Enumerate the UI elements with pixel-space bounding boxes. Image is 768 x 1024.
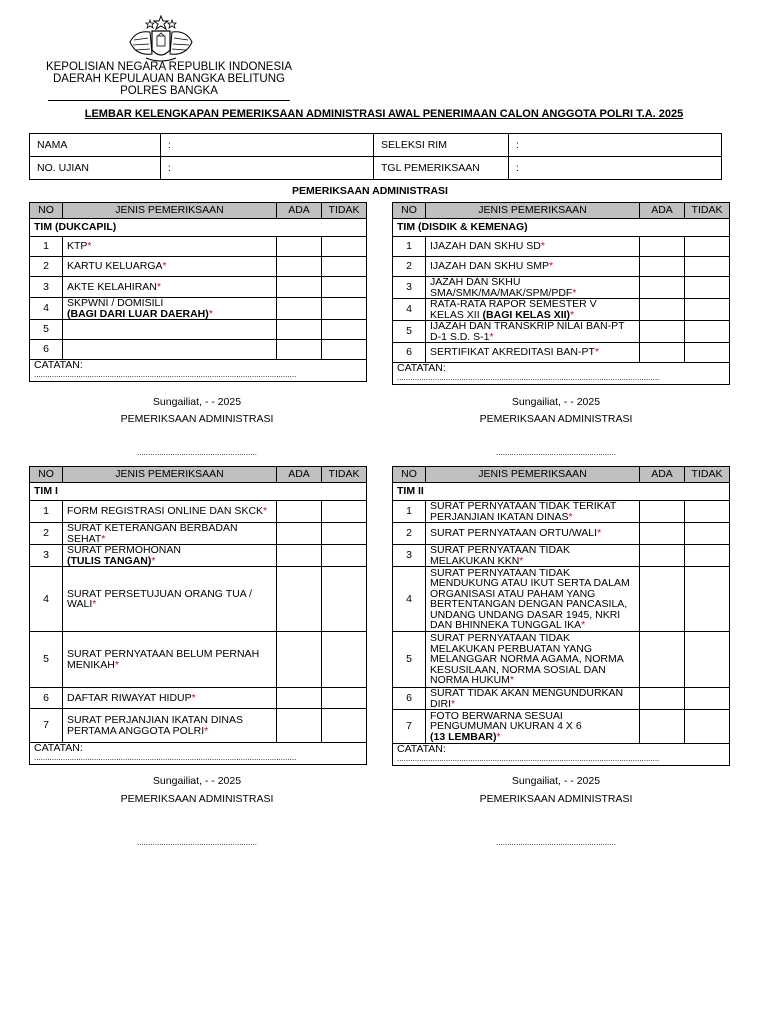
requirement-label: FORM REGISTRASI ONLINE DAN SKCK xyxy=(67,505,264,518)
row-number: 7 xyxy=(393,710,426,744)
row-number: 7 xyxy=(30,709,63,743)
disdik-checklist xyxy=(392,202,730,385)
ada-checkbox[interactable] xyxy=(277,523,322,545)
requirement-text xyxy=(63,632,277,688)
row-number: 5 xyxy=(393,321,426,343)
requirement-line xyxy=(430,310,635,321)
table-row xyxy=(30,501,367,523)
signature-line: ...................................................... xyxy=(136,448,258,457)
tim1-checklist xyxy=(29,466,367,765)
required-mark: * xyxy=(451,697,456,710)
catatan-label: CATATAN: xyxy=(34,359,83,371)
requirement-text xyxy=(426,632,640,688)
requirement-note: (BAGI KELAS XII) xyxy=(482,308,571,321)
signature-date: Sungailiat, - - 2025 xyxy=(152,775,242,787)
requirement-label: SURAT PERJANJIAN IKATAN DINAS PERTAMA ANGGOTA POLRI xyxy=(67,714,244,737)
tidak-checkbox[interactable] xyxy=(685,632,730,688)
requirement-text xyxy=(426,523,640,545)
col-header-jenis: JENIS PEMERIKSAAN xyxy=(63,203,277,219)
table-row xyxy=(30,688,367,709)
catatan-field[interactable] xyxy=(30,743,367,765)
row-number: 6 xyxy=(393,688,426,710)
row-number: 5 xyxy=(30,632,63,688)
table-row xyxy=(393,501,730,523)
dukcapil-checklist xyxy=(29,202,367,382)
required-mark: * xyxy=(496,730,501,743)
tidak-checkbox[interactable] xyxy=(322,257,367,277)
row-number: 4 xyxy=(30,567,63,632)
row-number: 5 xyxy=(393,632,426,688)
ujian-label: NO. UJIAN xyxy=(30,157,161,180)
tidak-checkbox[interactable] xyxy=(322,237,367,257)
row-number: 2 xyxy=(393,257,426,277)
required-mark: * xyxy=(570,308,575,321)
tidak-checkbox[interactable] xyxy=(685,343,730,363)
table-row xyxy=(393,567,730,632)
required-mark: * xyxy=(581,619,586,631)
tidak-checkbox[interactable] xyxy=(322,320,367,340)
signature-role: PEMERIKSAAN ADMINISTRASI xyxy=(120,413,274,425)
ujian-field[interactable]: : xyxy=(161,157,374,180)
requirement-text xyxy=(426,501,640,523)
col-header-no: NO xyxy=(393,467,426,483)
tidak-checkbox[interactable] xyxy=(322,709,367,743)
required-mark: * xyxy=(156,280,161,293)
col-header-jenis: JENIS PEMERIKSAAN xyxy=(426,203,640,219)
tidak-checkbox[interactable] xyxy=(685,567,730,632)
team-name: TIM II xyxy=(393,483,730,501)
requirement-text xyxy=(426,237,640,257)
requirement-label: SERTIFIKAT AKREDITASI BAN-PT xyxy=(430,346,595,359)
ada-checkbox[interactable] xyxy=(640,523,685,545)
required-mark: * xyxy=(114,658,119,671)
table-row xyxy=(30,277,367,298)
ada-checkbox[interactable] xyxy=(277,320,322,340)
table-row xyxy=(30,298,367,320)
col-header-no: NO xyxy=(30,203,63,219)
requirement-label: SURAT PERNYATAAN TIDAK MENDUKUNG ATAU IKUT SERTA DALAM ORGANISASI ATAU PAHAM YANG BERTENTANGAN DENGAN PANCASILA, UNDANG UNDANG DASAR 1945, NKRI DAN BHINNEKA TUNGGAL IKA xyxy=(430,566,630,631)
requirement-label: KTP xyxy=(67,240,88,253)
row-number: 2 xyxy=(393,523,426,545)
col-header-ada: ADA xyxy=(277,467,322,483)
row-number: 3 xyxy=(30,277,63,298)
tidak-checkbox[interactable] xyxy=(322,567,367,632)
dukcapil-table xyxy=(29,202,367,382)
ada-checkbox[interactable] xyxy=(640,277,685,299)
catatan-label: CATATAN: xyxy=(397,362,446,374)
requirement-text xyxy=(63,501,277,523)
team-name: TIM I xyxy=(30,483,367,501)
requirement-text xyxy=(426,299,640,321)
signature-date: Sungailiat, - - 2025 xyxy=(152,396,242,408)
col-header-tidak: TIDAK xyxy=(322,467,367,483)
ada-checkbox[interactable] xyxy=(640,237,685,257)
section-title: PEMERIKSAAN ADMINISTRASI xyxy=(292,185,448,197)
tidak-checkbox[interactable] xyxy=(685,688,730,710)
table-row xyxy=(393,277,730,299)
team-name: TIM (DUKCAPIL) xyxy=(30,219,367,237)
row-number: 4 xyxy=(30,298,63,320)
requirement-text xyxy=(63,688,277,709)
table-row xyxy=(30,257,367,277)
ada-checkbox[interactable] xyxy=(277,632,322,688)
requirement-label: IJAZAH DAN SKHU SMP xyxy=(430,260,550,273)
requirement-line-text: D-1 S.D. S-1 xyxy=(430,330,490,343)
table-row xyxy=(393,299,730,321)
row-number: 4 xyxy=(393,299,426,321)
requirement-note: (TULIS TANGAN) xyxy=(67,554,152,567)
catatan-dots: ...................................................................................................................... xyxy=(34,371,297,379)
ada-checkbox[interactable] xyxy=(277,545,322,567)
required-mark: * xyxy=(204,724,209,737)
required-mark: * xyxy=(263,505,268,518)
requirement-line xyxy=(430,332,635,343)
tidak-checkbox[interactable] xyxy=(685,277,730,299)
requirement-label: DAFTAR RIWAYAT HIDUP xyxy=(67,691,192,704)
required-mark: * xyxy=(519,554,524,567)
org-unit: POLRES BANGKA xyxy=(120,85,218,97)
catatan-label: CATATAN: xyxy=(34,742,83,754)
requirement-label: SURAT TIDAK AKAN MENGUNDURKAN DIRI xyxy=(430,687,624,710)
requirement-line: SURAT PERMOHONAN xyxy=(67,544,181,556)
table-row xyxy=(30,320,367,340)
table-row xyxy=(30,340,367,360)
requirement-text xyxy=(63,545,277,567)
org-name: KEPOLISIAN NEGARA REPUBLIK INDONESIA xyxy=(45,61,293,73)
tidak-checkbox[interactable] xyxy=(322,277,367,298)
tidak-checkbox[interactable] xyxy=(322,340,367,360)
requirement-text xyxy=(63,523,277,545)
signature-date: Sungailiat, - - 2025 xyxy=(511,396,601,408)
requirement-line: RATA-RATA RAPOR SEMESTER V xyxy=(430,298,597,310)
ada-checkbox[interactable] xyxy=(277,257,322,277)
table-row xyxy=(30,632,367,688)
required-mark: * xyxy=(151,554,156,567)
requirement-text xyxy=(63,567,277,632)
requirement-label: SURAT PERNYATAAN TIDAK MELAKUKAN KKN xyxy=(430,544,571,567)
requirement-label: IJAZAH DAN SKHU SD xyxy=(430,240,541,253)
seleksi-field[interactable]: : xyxy=(509,134,722,157)
row-number: 6 xyxy=(30,340,63,360)
catatan-label: CATATAN: xyxy=(397,743,446,755)
disdik-table xyxy=(392,202,730,385)
requirement-label: SURAT PERNYATAAN TIDAK TERIKAT PERJANJIAN IKATAN DINAS xyxy=(430,500,617,523)
tidak-checkbox[interactable] xyxy=(685,545,730,567)
catatan-field[interactable] xyxy=(393,744,730,766)
tidak-checkbox[interactable] xyxy=(322,632,367,688)
requirement-line xyxy=(67,556,272,567)
required-mark: * xyxy=(87,240,92,253)
row-number: 3 xyxy=(393,277,426,299)
candidate-info-table xyxy=(29,133,722,180)
col-header-ada: ADA xyxy=(640,203,685,219)
requirement-text xyxy=(426,710,640,744)
catatan-dots: ...................................................................................................................... xyxy=(397,374,660,382)
document-title: LEMBAR KELENGKAPAN PEMERIKSAAN ADMINISTRASI AWAL PENERIMAAN CALON ANGGOTA POLRI T.A. 2025 xyxy=(84,108,684,120)
ada-checkbox[interactable] xyxy=(640,688,685,710)
ada-checkbox[interactable] xyxy=(277,277,322,298)
table-row xyxy=(393,632,730,688)
requirement-note: (BAGI DARI LUAR DAERAH) xyxy=(67,307,209,320)
ada-checkbox[interactable] xyxy=(640,321,685,343)
requirement-text xyxy=(63,709,277,743)
table-row xyxy=(30,237,367,257)
row-number: 3 xyxy=(393,545,426,567)
row-number: 6 xyxy=(393,343,426,363)
table-row xyxy=(393,688,730,710)
ada-checkbox[interactable] xyxy=(640,257,685,277)
requirement-text xyxy=(63,257,277,277)
table-row xyxy=(393,523,730,545)
signature-date: Sungailiat, - - 2025 xyxy=(511,775,601,787)
ada-checkbox[interactable] xyxy=(277,298,322,320)
requirement-line xyxy=(67,309,272,320)
table-row xyxy=(30,567,367,632)
ada-checkbox[interactable] xyxy=(640,567,685,632)
col-header-tidak: TIDAK xyxy=(685,203,730,219)
table-row xyxy=(393,710,730,744)
org-region: DAERAH KEPULAUAN BANGKA BELITUNG xyxy=(53,73,285,85)
requirement-label: SURAT PERSETUJUAN ORANG TUA / WALI xyxy=(67,587,252,610)
tidak-checkbox[interactable] xyxy=(322,501,367,523)
tidak-checkbox[interactable] xyxy=(685,501,730,523)
required-mark: * xyxy=(191,691,196,704)
ada-checkbox[interactable] xyxy=(277,709,322,743)
tgl-field[interactable]: : xyxy=(509,157,722,180)
ada-checkbox[interactable] xyxy=(640,501,685,523)
required-mark: * xyxy=(489,330,494,343)
ada-checkbox[interactable] xyxy=(277,688,322,709)
tidak-checkbox[interactable] xyxy=(685,257,730,277)
col-header-jenis: JENIS PEMERIKSAAN xyxy=(426,467,640,483)
tgl-label: TGL PEMERIKSAAN xyxy=(374,157,509,180)
requirement-text xyxy=(426,321,640,343)
requirement-text xyxy=(426,343,640,363)
ada-checkbox[interactable] xyxy=(277,237,322,257)
requirement-label: KARTU KELUARGA xyxy=(67,260,163,273)
tim2-checklist xyxy=(392,466,730,766)
requirement-label: AKTE KELAHIRAN xyxy=(67,280,157,293)
signature-line: ...................................................... xyxy=(495,838,617,847)
signature-role: PEMERIKSAAN ADMINISTRASI xyxy=(479,793,633,805)
signature-role: PEMERIKSAAN ADMINISTRASI xyxy=(120,793,274,805)
requirement-text xyxy=(63,237,277,257)
table-row xyxy=(30,545,367,567)
requirement-label: SURAT KETERANGAN BERBADAN SEHAT xyxy=(67,522,238,545)
row-number: 1 xyxy=(393,237,426,257)
ada-checkbox[interactable] xyxy=(640,632,685,688)
polri-emblem-icon xyxy=(122,14,200,64)
required-mark: * xyxy=(572,286,577,299)
requirement-note: (13 LEMBAR) xyxy=(430,730,497,743)
requirement-line-text: KELAS XII xyxy=(430,308,483,321)
row-number: 5 xyxy=(30,320,63,340)
table-row xyxy=(393,321,730,343)
required-mark: * xyxy=(549,260,554,273)
requirement-text xyxy=(63,298,277,320)
requirement-line: IJAZAH DAN TRANSKRIP NILAI BAN-PT xyxy=(430,320,625,332)
ada-checkbox[interactable] xyxy=(277,567,322,632)
requirement-text xyxy=(426,257,640,277)
tidak-checkbox[interactable] xyxy=(685,299,730,321)
row-number: 1 xyxy=(30,501,63,523)
required-mark: * xyxy=(162,260,167,273)
nama-field[interactable]: : xyxy=(161,134,374,157)
table-row xyxy=(393,257,730,277)
col-header-no: NO xyxy=(393,203,426,219)
seleksi-label: SELEKSI RIM xyxy=(374,134,509,157)
requirement-label: JAZAH DAN SKHU SMA/SMK/MA/MAK/SPM/PDF xyxy=(430,276,573,299)
signature-role: PEMERIKSAAN ADMINISTRASI xyxy=(479,413,633,425)
ada-checkbox[interactable] xyxy=(640,343,685,363)
tidak-checkbox[interactable] xyxy=(685,710,730,744)
team-name: TIM (DISDIK & KEMENAG) xyxy=(393,219,730,237)
required-mark: * xyxy=(568,510,573,523)
requirement-text xyxy=(426,688,640,710)
tidak-checkbox[interactable] xyxy=(322,545,367,567)
required-mark: * xyxy=(92,598,97,610)
requirement-label: SURAT PERNYATAAN ORTU/WALI xyxy=(430,527,598,540)
tidak-checkbox[interactable] xyxy=(685,523,730,545)
tidak-checkbox[interactable] xyxy=(322,523,367,545)
row-number: 1 xyxy=(393,501,426,523)
ada-checkbox[interactable] xyxy=(640,545,685,567)
requirement-text xyxy=(63,340,277,360)
col-header-tidak: TIDAK xyxy=(322,203,367,219)
catatan-field[interactable] xyxy=(30,360,367,382)
signature-line: ...................................................... xyxy=(136,838,258,847)
requirement-line xyxy=(430,732,635,743)
signature-line: ...................................................... xyxy=(495,448,617,457)
required-mark: * xyxy=(594,346,600,359)
required-mark: * xyxy=(509,674,515,687)
row-number: 4 xyxy=(393,567,426,632)
row-number: 3 xyxy=(30,545,63,567)
row-number: 1 xyxy=(30,237,63,257)
required-mark: * xyxy=(208,307,213,320)
nama-label: NAMA xyxy=(30,134,161,157)
col-header-tidak: TIDAK xyxy=(685,467,730,483)
catatan-field[interactable] xyxy=(393,363,730,385)
col-header-ada: ADA xyxy=(640,467,685,483)
row-number: 2 xyxy=(30,523,63,545)
ada-checkbox[interactable] xyxy=(640,710,685,744)
requirement-text xyxy=(63,277,277,298)
ada-checkbox[interactable] xyxy=(640,299,685,321)
header-divider xyxy=(48,100,290,101)
required-mark: * xyxy=(540,240,545,253)
requirement-line: SKPWNI / DOMISILI xyxy=(67,297,164,309)
table-row xyxy=(393,545,730,567)
requirement-text xyxy=(426,545,640,567)
requirement-text xyxy=(63,320,277,340)
row-number: 6 xyxy=(30,688,63,709)
ada-checkbox[interactable] xyxy=(277,501,322,523)
requirement-label: SURAT PERNYATAAN TIDAK MELAKUKAN PERBUATAN YANG MELANGGAR NORMA AGAMA, NORMA KESUSILAAN, NORMA SOSIAL DAN NORMA HUKUM xyxy=(430,632,624,687)
table-row xyxy=(393,343,730,363)
tim2-table xyxy=(392,466,730,766)
tim1-table xyxy=(29,466,367,765)
col-header-jenis: JENIS PEMERIKSAAN xyxy=(63,467,277,483)
table-row xyxy=(30,523,367,545)
requirement-text xyxy=(426,277,640,299)
tidak-checkbox[interactable] xyxy=(322,688,367,709)
catatan-dots: ...................................................................................................................... xyxy=(34,754,297,762)
table-row xyxy=(30,709,367,743)
row-number: 2 xyxy=(30,257,63,277)
requirement-line: FOTO BERWARNA SESUAI PENGUMUMAN UKURAN 4 X 6 xyxy=(430,709,582,733)
col-header-ada: ADA xyxy=(277,203,322,219)
catatan-dots: ...................................................................................................................... xyxy=(397,755,660,763)
required-mark: * xyxy=(597,527,602,540)
required-mark: * xyxy=(101,532,106,545)
tidak-checkbox[interactable] xyxy=(685,321,730,343)
tidak-checkbox[interactable] xyxy=(685,237,730,257)
table-row xyxy=(393,237,730,257)
requirement-text xyxy=(426,567,640,632)
ada-checkbox[interactable] xyxy=(277,340,322,360)
tidak-checkbox[interactable] xyxy=(322,298,367,320)
requirement-label: SURAT PERNYATAAN BELUM PERNAH MENIKAH xyxy=(67,648,260,671)
col-header-no: NO xyxy=(30,467,63,483)
